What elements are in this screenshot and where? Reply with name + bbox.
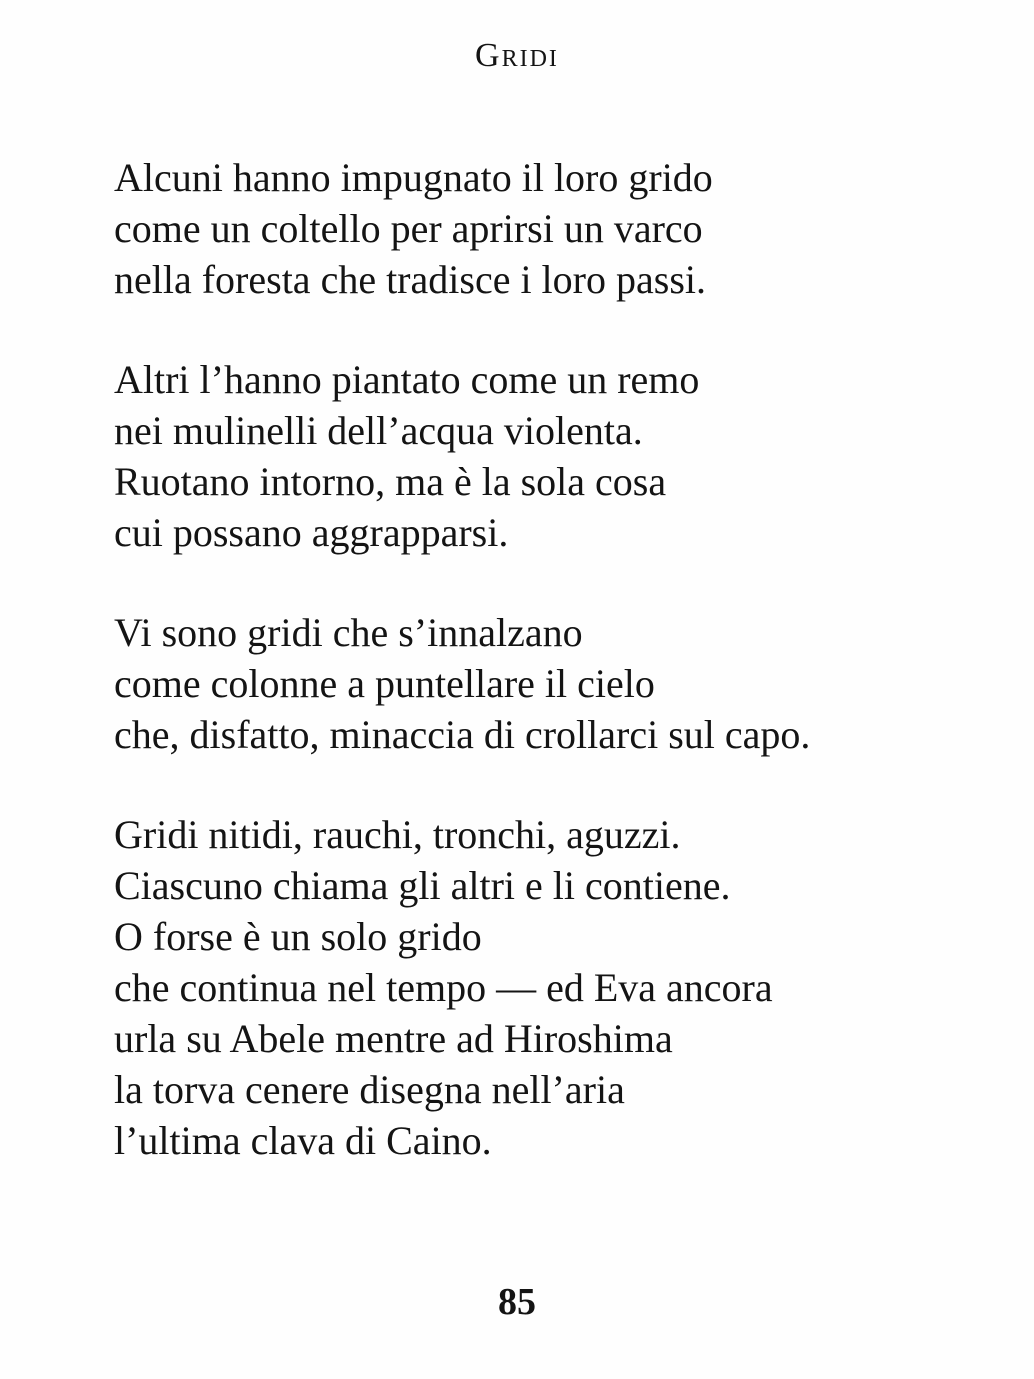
poem-line: l’ultima clava di Caino. [114, 1118, 492, 1163]
poem-line: la torva cenere disegna nell’aria [114, 1067, 625, 1112]
poem-line: Altri l’hanno piantato come un remo [114, 357, 700, 402]
poem-line: cui possano aggrapparsi. [114, 510, 509, 555]
poem-line: Ciascuno chiama gli altri e li contiene. [114, 863, 731, 908]
stanza-1 [114, 152, 994, 305]
poem-line: come un coltello per aprirsi un varco [114, 206, 703, 251]
poem-line: come colonne a puntellare il cielo [114, 661, 655, 706]
poem-line: Ruotano intorno, ma è la sola cosa [114, 459, 667, 504]
poem-line: O forse è un solo grido [114, 914, 482, 959]
poem-body [114, 152, 994, 1215]
stanza-2 [114, 354, 994, 558]
poem-line: Gridi nitidi, rauchi, tronchi, aguzzi. [114, 812, 681, 857]
poem-line: che continua nel tempo — ed Eva ancora [114, 965, 773, 1010]
page-title: Gridi [475, 37, 559, 74]
poem-line: che, disfatto, minaccia di crollarci sul capo. [114, 712, 811, 757]
poem-line: nella foresta che tradisce i loro passi. [114, 257, 706, 302]
stanza-3 [114, 607, 994, 760]
page-number: 85 [498, 1281, 536, 1323]
poem-line: Alcuni hanno impugnato il loro grido [114, 155, 713, 200]
poem-line: Vi sono gridi che s’innalzano [114, 610, 583, 655]
stanza-4 [114, 809, 994, 1166]
poem-line: nei mulinelli dell’acqua violenta. [114, 408, 643, 453]
poem-line: urla su Abele mentre ad Hiroshima [114, 1016, 673, 1061]
